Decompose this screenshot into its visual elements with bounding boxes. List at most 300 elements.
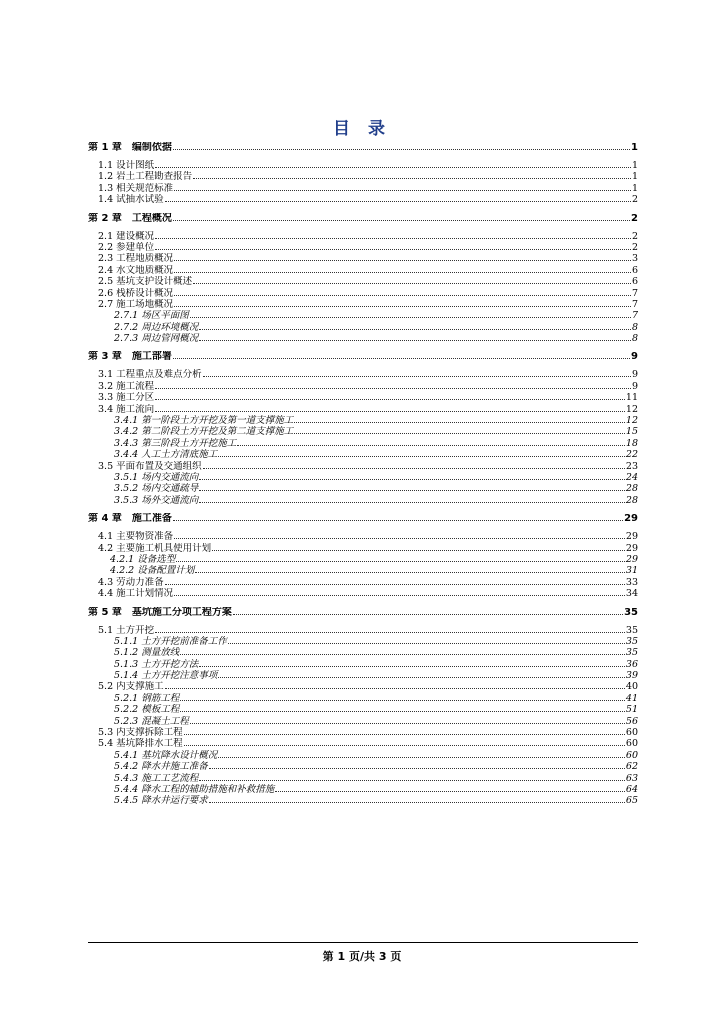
toc-dot-leader [155, 392, 625, 400]
toc-entry-label [98, 404, 154, 415]
toc-page-number: 6 [631, 276, 638, 288]
toc-entry-text: 施工计划情况 [116, 588, 174, 600]
toc-dot-leader [184, 727, 625, 735]
toc-entry[interactable] [88, 381, 638, 392]
toc-entry-text: 相关规范标准 [116, 182, 174, 194]
toc-dot-leader [203, 369, 631, 377]
toc-entry[interactable] [88, 472, 638, 483]
toc-entry-label [98, 461, 202, 472]
toc-entry-text: 模板工程 [141, 704, 180, 716]
toc-dot-leader [199, 483, 625, 491]
toc-dot-leader [193, 276, 631, 284]
toc-dot-leader [212, 543, 625, 551]
footer-divider [88, 942, 638, 943]
toc-entry-text: 第三阶段土方开挖施工 [141, 437, 237, 449]
toc-entry-label [98, 625, 154, 636]
toc-dot-leader [155, 381, 631, 389]
toc-entry-number: 5.3 [98, 727, 114, 739]
toc-page-number: 33 [625, 576, 638, 588]
toc-dot-leader [199, 659, 625, 667]
toc-entry-number: 2.5 [98, 276, 114, 288]
toc-entry-number: 第 4 章 [88, 513, 122, 525]
toc-entry-label [98, 588, 173, 599]
toc-entry[interactable] [88, 242, 638, 253]
toc-page-number: 31 [625, 565, 638, 577]
toc-page-number: 56 [625, 715, 638, 727]
toc-entry[interactable] [88, 231, 638, 242]
toc-dot-leader [165, 194, 631, 202]
toc-entry-number: 3.4 [98, 403, 114, 415]
toc-entry-label [98, 253, 173, 264]
toc-entry-label [110, 554, 175, 565]
toc-page-number: 35 [625, 635, 638, 647]
toc-entry-label [98, 160, 154, 171]
toc-page-number: 63 [625, 772, 638, 784]
toc-entry-label [114, 784, 274, 795]
toc-entry[interactable] [88, 276, 638, 287]
toc-entry-text: 土方开挖方法 [141, 658, 199, 670]
toc-entry-text: 第一阶段土方开挖及第一道支撑施工 [141, 415, 294, 427]
toc-entry-number: 第 3 章 [88, 351, 122, 363]
toc-entry[interactable] [88, 727, 638, 738]
toc-entry-label [98, 577, 164, 588]
toc-entry[interactable] [88, 288, 638, 299]
toc-dot-leader [155, 160, 631, 168]
toc-entry[interactable] [88, 495, 638, 506]
toc-dot-leader [209, 761, 625, 769]
toc-dot-leader [195, 565, 625, 573]
toc-dot-leader [173, 142, 630, 150]
toc-entry-label [114, 495, 198, 506]
toc-entry-number: 第 1 章 [88, 142, 122, 153]
toc-entry-text: 施工部署 [131, 351, 172, 363]
toc-dot-leader [199, 495, 625, 503]
toc-entry-number: 5.4.5 [114, 795, 139, 807]
toc-dot-leader [174, 253, 631, 261]
toc-entry-number: 2.7.2 [114, 321, 139, 333]
toc-page-number: 40 [625, 681, 638, 693]
toc-entry-label [114, 670, 217, 681]
toc-dot-leader [174, 183, 631, 191]
toc-entry-label [88, 513, 172, 525]
toc-entry[interactable] [88, 404, 638, 415]
toc-entry-label [88, 213, 172, 225]
toc-entry-text: 设备选型 [137, 553, 176, 565]
toc-entry-label [98, 242, 154, 253]
toc-entry-number: 5.4.3 [114, 772, 139, 784]
toc-dot-leader [294, 415, 625, 423]
toc-page-number: 29 [625, 553, 638, 565]
toc-entry[interactable] [88, 415, 638, 426]
toc-entry-number: 5.1.1 [114, 635, 139, 647]
toc-entry[interactable] [88, 761, 638, 772]
toc-dot-leader [180, 647, 625, 655]
toc-entry-number: 4.3 [98, 576, 114, 588]
toc-entry[interactable] [88, 670, 638, 681]
toc-page-number: 2 [631, 230, 638, 242]
toc-entry-number: 2.6 [98, 287, 114, 299]
toc-entry[interactable] [88, 483, 638, 494]
toc-dot-leader [180, 693, 625, 701]
toc-page-number: 1 [631, 160, 638, 171]
toc-page-number: 9 [631, 369, 638, 381]
toc-entry-label [114, 483, 198, 494]
toc-entry-number: 1.3 [98, 182, 114, 194]
toc-entry-label [114, 322, 198, 333]
toc-entry-number: 3.3 [98, 392, 114, 404]
toc-entry-number: 3.5.3 [114, 494, 139, 506]
toc-entry-text: 设备配置计划 [137, 565, 195, 577]
toc-entry[interactable] [88, 681, 638, 692]
toc-dot-leader [174, 288, 631, 296]
toc-dot-leader [218, 449, 625, 457]
toc-chapter-entry[interactable] [88, 142, 638, 154]
toc-dot-leader [218, 670, 625, 678]
toc-page-number: 29 [624, 513, 638, 525]
toc-entry[interactable] [88, 659, 638, 670]
toc-chapter-entry[interactable] [88, 607, 638, 619]
toc-entry-number: 4.2.1 [110, 553, 135, 565]
table-of-contents [88, 142, 638, 807]
toc-dot-leader [155, 404, 625, 412]
toc-entry-text: 内支撑拆除工程 [116, 727, 183, 739]
toc-dot-leader [209, 795, 625, 803]
toc-entry-number: 3.2 [98, 380, 114, 392]
toc-entry-text: 降水井运行要求 [141, 795, 208, 807]
toc-dot-leader [294, 426, 625, 434]
toc-entry-text: 施工工艺流程 [141, 772, 199, 784]
toc-page-number: 60 [625, 727, 638, 739]
toc-dot-leader [165, 577, 625, 585]
toc-entry-text: 建设概况 [116, 230, 155, 242]
toc-dot-leader [190, 310, 631, 318]
toc-entry-number: 2.7.3 [114, 333, 139, 345]
toc-entry-label [114, 438, 236, 449]
toc-page-number: 11 [625, 392, 638, 404]
toc-entry-label [114, 704, 179, 715]
toc-dot-leader [218, 750, 625, 758]
toc-entry-number: 2.3 [98, 253, 114, 265]
toc-entry-text: 基坑支护设计概述 [116, 276, 193, 288]
toc-dot-leader [173, 351, 630, 359]
toc-entry-number: 3.5.1 [114, 471, 139, 483]
toc-entry[interactable] [88, 160, 638, 171]
toc-dot-leader [173, 513, 623, 521]
toc-dot-leader [275, 784, 625, 792]
toc-entry-text: 第二阶段土方开挖及第二道支撑施工 [141, 426, 294, 438]
toc-page-number: 2 [631, 241, 638, 253]
toc-entry-number: 3.4.3 [114, 437, 139, 449]
toc-entry-label [98, 531, 173, 542]
toc-entry-number: 5.2.3 [114, 715, 139, 727]
toc-entry[interactable] [88, 253, 638, 264]
toc-entry-number: 3.1 [98, 369, 114, 381]
toc-entry[interactable] [88, 750, 638, 761]
toc-entry-text: 岩土工程勘查报告 [116, 171, 193, 183]
toc-entry[interactable] [88, 693, 638, 704]
toc-page-number: 9 [631, 351, 638, 363]
toc-entry-number: 2.7.1 [114, 310, 139, 322]
toc-page-number: 60 [625, 738, 638, 750]
toc-entry-label [98, 727, 183, 738]
toc-page-number: 15 [625, 426, 638, 438]
toc-page-number: 64 [625, 783, 638, 795]
toc-entry[interactable] [88, 461, 638, 472]
toc-entry-text: 人工土方清底施工 [141, 449, 218, 461]
toc-page-number: 12 [625, 415, 638, 427]
toc-entry-text: 平面布置及交通组织 [116, 460, 202, 472]
toc-entry-label [114, 647, 179, 658]
toc-chapter-entry[interactable] [88, 513, 638, 525]
toc-entry-number: 4.1 [98, 531, 114, 543]
toc-page-number: 1 [631, 171, 638, 183]
toc-entry-text: 场外交通流向 [141, 494, 199, 506]
toc-entry[interactable] [88, 738, 638, 749]
toc-dot-leader [174, 588, 625, 596]
toc-entry[interactable] [88, 194, 638, 205]
toc-entry[interactable] [88, 577, 638, 588]
toc-entry-text: 基坑施工分项工程方案 [131, 606, 232, 618]
toc-chapter-entry[interactable] [88, 213, 638, 225]
toc-entry-text: 编制依据 [131, 142, 172, 153]
toc-entry-text: 内支撑施工 [116, 681, 164, 693]
toc-entry[interactable] [88, 310, 638, 321]
toc-dot-leader [174, 265, 631, 273]
toc-entry-label [98, 276, 192, 287]
toc-entry[interactable] [88, 588, 638, 599]
toc-dot-leader [155, 625, 625, 633]
toc-entry-number: 5.1.3 [114, 658, 139, 670]
toc-entry[interactable] [88, 438, 638, 449]
toc-entry-text: 基坑降水设计概况 [141, 749, 218, 761]
toc-entry[interactable] [88, 322, 638, 333]
toc-entry-number: 5.4 [98, 738, 114, 750]
toc-entry-label [88, 607, 232, 619]
toc-entry-text: 基坑降排水工程 [116, 738, 183, 750]
toc-entry-text: 降水工程的辅助措施和补救措施 [141, 783, 275, 795]
toc-entry[interactable] [88, 784, 638, 795]
toc-entry-label [114, 716, 189, 727]
toc-entry[interactable] [88, 554, 638, 565]
toc-entry-text: 土方开挖 [116, 624, 155, 636]
toc-dot-leader [237, 438, 625, 446]
toc-entry-number: 3.4.1 [114, 415, 139, 427]
toc-entry-text: 土方开挖注意事项 [141, 670, 218, 682]
toc-page-number: 2 [631, 212, 638, 224]
toc-dot-leader [155, 231, 631, 239]
toc-dot-leader [199, 472, 625, 480]
toc-entry-text: 参建单位 [116, 241, 155, 253]
toc-entry[interactable] [88, 625, 638, 636]
toc-page-number: 18 [625, 437, 638, 449]
toc-dot-leader [203, 461, 625, 469]
toc-entry[interactable] [88, 795, 638, 806]
toc-page-number: 65 [625, 795, 638, 807]
toc-entry[interactable] [88, 426, 638, 437]
toc-entry-text: 劳动力准备 [116, 576, 164, 588]
toc-entry-number: 5.4.4 [114, 783, 139, 795]
toc-page-number: 9 [631, 380, 638, 392]
toc-entry-label [114, 310, 189, 321]
toc-entry-text: 施工准备 [131, 513, 172, 525]
toc-entry-text: 主要物资准备 [116, 531, 174, 543]
toc-dot-leader [180, 704, 625, 712]
toc-entry-number: 5.2.2 [114, 704, 139, 716]
toc-entry-number: 4.2.2 [110, 565, 135, 577]
toc-page-number: 35 [625, 647, 638, 659]
toc-entry-number: 3.4.4 [114, 449, 139, 461]
toc-entry[interactable] [88, 171, 638, 182]
toc-entry-text: 设计图纸 [116, 160, 155, 171]
toc-dot-leader [174, 299, 631, 307]
toc-entry-text: 场内交通流向 [141, 471, 199, 483]
toc-entry-label [114, 773, 198, 784]
toc-page-number: 12 [625, 403, 638, 415]
toc-entry-number: 5.2.1 [114, 692, 139, 704]
toc-entry-number: 5.2 [98, 681, 114, 693]
toc-entry[interactable] [88, 565, 638, 576]
toc-entry-number: 5.1.2 [114, 647, 139, 659]
toc-dot-leader [193, 171, 631, 179]
toc-entry-label [98, 381, 154, 392]
toc-entry-number: 2.2 [98, 241, 114, 253]
toc-entry-number: 5.4.2 [114, 761, 139, 773]
toc-entry[interactable] [88, 333, 638, 344]
toc-dot-leader [184, 738, 625, 746]
toc-entry-label [114, 795, 208, 806]
toc-entry[interactable] [88, 531, 638, 542]
toc-entry[interactable] [88, 299, 638, 310]
toc-entry-number: 1.4 [98, 194, 114, 206]
toc-entry-text: 场区平面图 [141, 310, 189, 322]
toc-entry-number: 3.5.2 [114, 483, 139, 495]
toc-entry-label [98, 265, 173, 276]
toc-page-number: 41 [625, 692, 638, 704]
toc-dot-leader [155, 242, 631, 250]
toc-entry-text: 施工分区 [116, 392, 155, 404]
toc-entry-number: 4.4 [98, 588, 114, 600]
toc-page-number: 23 [625, 460, 638, 472]
toc-entry-number: 3.5 [98, 460, 114, 472]
toc-entry-text: 钢筋工程 [141, 692, 180, 704]
toc-entry[interactable] [88, 716, 638, 727]
toc-entry-number: 2.7 [98, 298, 114, 310]
toc-page-number: 36 [625, 658, 638, 670]
toc-page-number: 2 [631, 194, 638, 206]
toc-page-number: 34 [625, 588, 638, 600]
toc-entry-label [114, 659, 198, 670]
toc-entry-text: 混凝土工程 [141, 715, 189, 727]
toc-entry-label [98, 738, 183, 749]
toc-entry-text: 场内交通疏导 [141, 483, 199, 495]
toc-page-number: 1 [631, 182, 638, 194]
toc-dot-leader [228, 636, 625, 644]
toc-page-number: 7 [631, 287, 638, 299]
toc-entry-number: 4.2 [98, 542, 114, 554]
toc-entry-number: 2.1 [98, 230, 114, 242]
toc-entry[interactable] [88, 636, 638, 647]
toc-entry[interactable] [88, 704, 638, 715]
toc-page-number: 28 [625, 483, 638, 495]
toc-page-number: 51 [625, 704, 638, 716]
toc-page-number: 62 [625, 761, 638, 773]
toc-entry-text: 栈桥设计概况 [116, 287, 174, 299]
toc-entry-label [98, 194, 164, 205]
toc-entry-label [88, 351, 172, 363]
toc-entry-label [114, 426, 293, 437]
toc-entry[interactable] [88, 183, 638, 194]
toc-page-number: 28 [625, 494, 638, 506]
toc-entry-label [88, 142, 172, 154]
toc-page-number: 35 [624, 606, 638, 618]
toc-entry-text: 工程地质概况 [116, 253, 174, 265]
toc-dot-leader [174, 531, 625, 539]
toc-entry-number: 第 2 章 [88, 212, 122, 224]
toc-page-number: 39 [625, 670, 638, 682]
toc-entry-number: 5.1.4 [114, 670, 139, 682]
toc-entry-text: 施工流程 [116, 380, 155, 392]
toc-page-number: 22 [625, 449, 638, 461]
toc-entry[interactable] [88, 369, 638, 380]
toc-entry[interactable] [88, 265, 638, 276]
toc-dot-leader [199, 773, 625, 781]
toc-entry[interactable] [88, 392, 638, 403]
toc-entry[interactable] [88, 449, 638, 460]
toc-entry-label [98, 543, 211, 554]
page-title: 目 录 [333, 119, 391, 139]
toc-entry[interactable] [88, 647, 638, 658]
toc-page-number: 24 [625, 471, 638, 483]
toc-entry-text: 水文地质概况 [116, 264, 174, 276]
toc-entry[interactable] [88, 543, 638, 554]
toc-page-number: 29 [625, 531, 638, 543]
toc-dot-leader [199, 333, 631, 341]
toc-entry-label [98, 288, 173, 299]
toc-entry[interactable] [88, 773, 638, 784]
toc-dot-leader [199, 322, 631, 330]
page-footer: 第 1 页/共 3 页 [322, 950, 402, 963]
toc-entry-number: 2.4 [98, 264, 114, 276]
toc-chapter-entry[interactable] [88, 351, 638, 363]
toc-page-number: 6 [631, 264, 638, 276]
toc-entry-label [114, 449, 217, 460]
toc-entry-text: 土方开挖前准备工作 [141, 635, 227, 647]
toc-page-number: 7 [631, 310, 638, 322]
toc-entry-text: 工程重点及难点分析 [116, 369, 202, 381]
toc-entry-label [98, 231, 154, 242]
toc-dot-leader [165, 681, 625, 689]
toc-entry-label [110, 565, 194, 576]
toc-entry-text: 施工场地概况 [116, 298, 174, 310]
toc-page-number: 1 [631, 142, 638, 153]
toc-entry-number: 5.1 [98, 624, 114, 636]
toc-dot-leader [173, 213, 630, 221]
toc-entry-number: 1.2 [98, 171, 114, 183]
toc-entry-label [98, 681, 164, 692]
toc-entry-text: 周边环境概况 [141, 321, 199, 333]
toc-entry-label [114, 636, 227, 647]
toc-entry-label [114, 472, 198, 483]
toc-entry-number: 3.4.2 [114, 426, 139, 438]
toc-entry-text: 周边管网概况 [141, 333, 199, 345]
toc-entry-label [114, 333, 198, 344]
toc-entry-label [114, 761, 208, 772]
toc-page-number: 8 [631, 321, 638, 333]
toc-entry-label [98, 369, 202, 380]
toc-page-number: 8 [631, 333, 638, 345]
toc-entry-number: 第 5 章 [88, 606, 122, 618]
toc-entry-label [98, 299, 173, 310]
